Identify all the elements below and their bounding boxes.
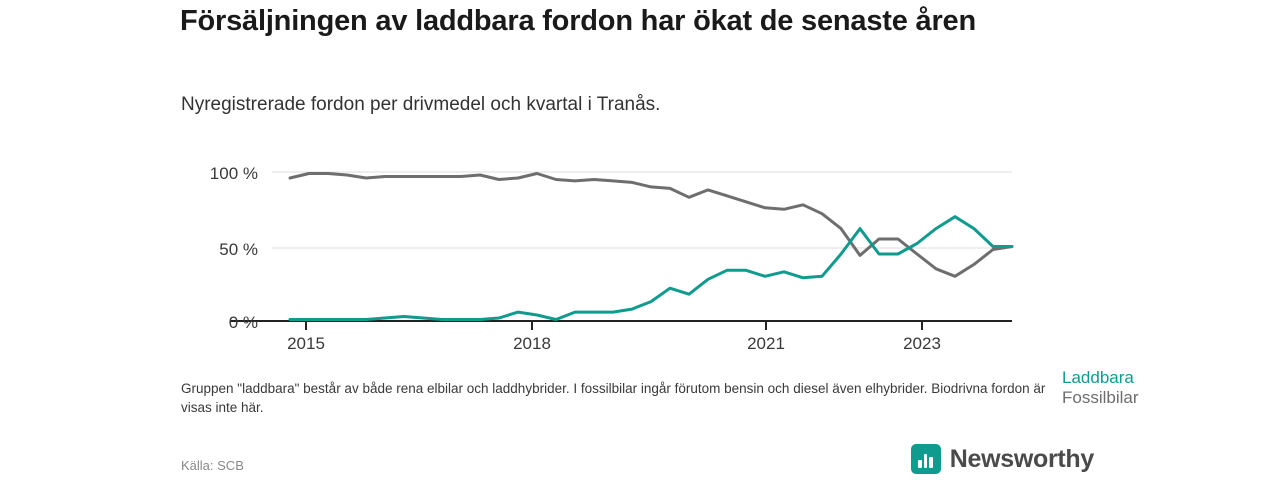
line-chart-svg (0, 140, 1280, 360)
ytick-label-0: 0 % (228, 313, 258, 332)
xtick-label-2015: 2015 (287, 334, 325, 353)
ytick-label-100: 100 % (209, 164, 258, 183)
series-line-laddbara (290, 217, 1012, 320)
series-label-laddbara: Laddbara (1062, 368, 1134, 387)
page-subtitle: Nyregistrerade fordon per drivmedel och kvartal i Tranås. (181, 94, 661, 115)
page-title: Försäljningen av laddbara fordon har ökat de senaste åren (180, 5, 976, 37)
series-label-fossilbilar: Fossilbilar (1062, 388, 1139, 407)
chart-source: Källa: SCB (181, 458, 244, 473)
xtick-label-2018: 2018 (513, 334, 551, 353)
bar-chart-icon (911, 444, 941, 474)
ytick-label-50: 50 % (219, 240, 258, 259)
xtick-label-2021: 2021 (747, 334, 785, 353)
series-line-fossilbilar (290, 174, 1012, 277)
chart-footnote: Gruppen "laddbara" består av både rena elbilar och laddhybrider. I fossilbilar ingår förutom bensin och diesel även elhybrider. Biodrivna fordon är visas inte här. (181, 381, 1046, 416)
xtick-label-2023: 2023 (903, 334, 941, 353)
brand-name: Newsworthy (949, 444, 1094, 473)
brand-logo (911, 444, 1094, 474)
